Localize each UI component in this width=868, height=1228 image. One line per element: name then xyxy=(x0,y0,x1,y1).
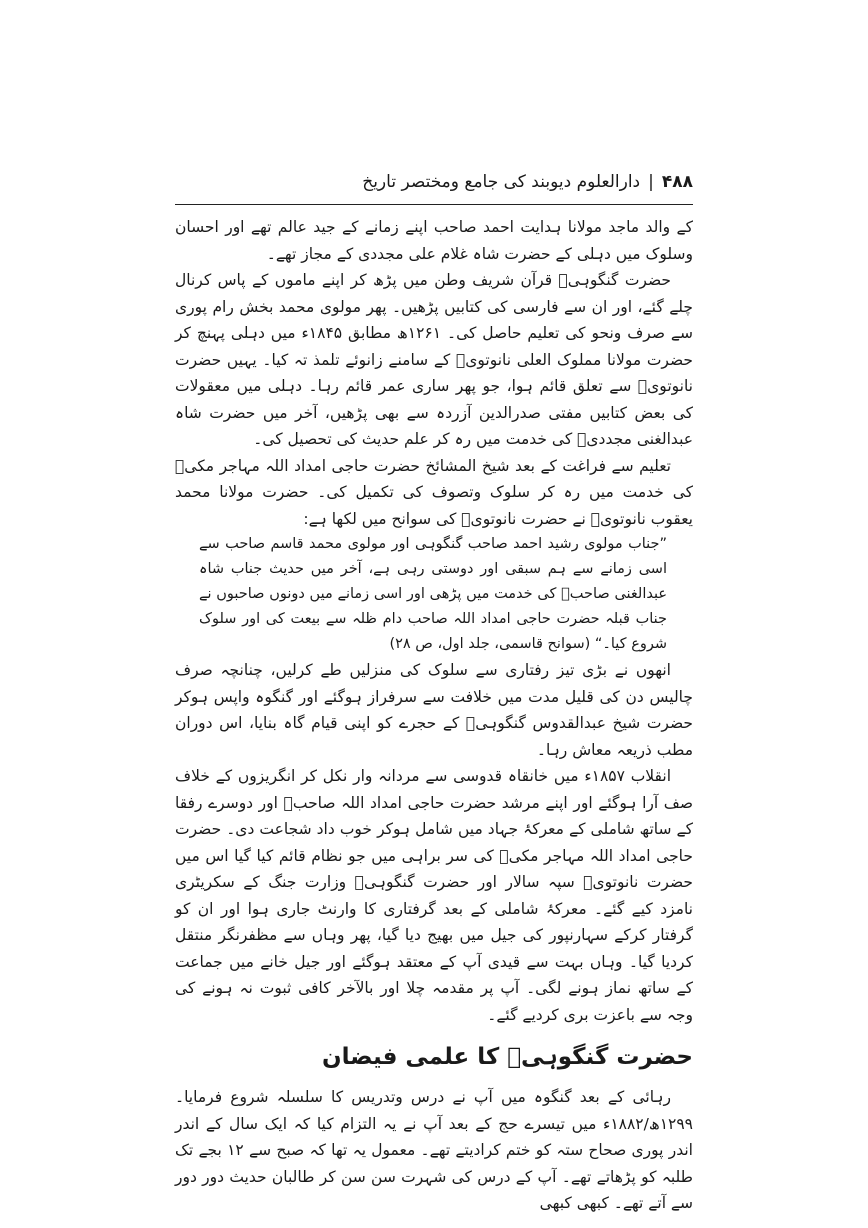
paragraph: انقلاب ۱۸۵۷ء میں خانقاہ قدوسی سے مردانہ وار نکل کر انگریزوں کے خلاف صف آرا ہوگئے اور اپنے مرشد حضرت حاجی امداد اللہ صاحبؒ اور دوسرے رفقا کے ساتھ شاملی کے معرکۂ جہاد میں شامل ہوکر خوب داد شجاعت دی۔ حضرت حاجی امداد اللہ مہاجر مکیؒ کی سر براہی میں جو نظام قائم کیا گیا اس میں حضرت نانوتویؒ سپہ سالار اور حضرت گنگوہیؒ وزارت جنگ کے سکریٹری نامزد کیے گئے۔ معرکۂ شاملی کے بعد گرفتاری کا وارنٹ جاری ہوا اور ان کو گرفتار کرکے سہارنپور کی جیل میں بھیج دیا گیا، پھر وہاں سے مظفرنگر منتقل کردیا گیا۔ وہاں بہت سے قیدی آپ کے معتقد ہوگئے اور جیل خانے میں جماعت کے ساتھ نماز ہونے لگی۔ آپ پر مقدمہ چلا اور بالآخر کافی ثبوت نہ ہونے کی وجہ سے باعزت بری کردیے گئے۔ xyxy=(175,767,693,1024)
paragraph: حضرت گنگوہیؒ قرآن شریف وطن میں پڑھ کر اپنے ماموں کے پاس کرنال چلے گئے، اور ان سے فارسی کی کتابیں پڑھیں۔ پھر مولوی محمد بخش رام پوری سے صرف ونحو کی تعلیم حاصل کی۔ ۱۲۶۱ھ مطابق ۱۸۴۵ء میں دہلی پہنچ کر حضرت مولانا مملوک العلی نانوتویؒ کے سامنے زانوئے تلمذ تہ کیا۔ یہیں حضرت نانوتویؒ سے تعلق قائم ہوا، جو پھر ساری عمر قائم رہا۔ دہلی میں معقولات کی بعض کتابیں مفتی صدرالدین آزردہ سے بھی پڑھیں، آخر میں حضرت شاہ عبدالغنی مجددیؒ کی خدمت میں رہ کر علم حدیث کی تحصیل کی۔ xyxy=(175,271,693,448)
paragraph: رہائی کے بعد گنگوہ میں آپ نے درس وتدریس کا سلسلہ شروع فرمایا۔ ۱۲۹۹ھ/۱۸۸۲ء میں تیسرے حج کے بعد آپ نے یہ التزام کیا کہ ایک سال کے اندر اندر پوری صحاح ستہ کو ختم کرادیتے تھے۔ معمول یہ تھا کہ صبح سے ۱۲ بجے تک طلبہ کو پڑھاتے تھے۔ آپ کے درس کی شہرت سن سن کر طالبان حدیث دور دور سے آتے تھے۔ کبھی کبھی xyxy=(175,1088,693,1212)
header-rule xyxy=(175,204,693,205)
header-separator: | xyxy=(648,172,654,192)
running-header xyxy=(175,162,693,202)
page-number: ۴۸۸ xyxy=(661,172,693,192)
page-body xyxy=(175,214,693,1217)
block-quote: ”جناب مولوی رشید احمد صاحب گنگوہی اور مولوی محمد قاسم صاحب سے اسی زمانے سے ہم سبقی اور دوستی رہی ہے، آخر میں حدیث جناب شاہ عبدالغنی صاحبؒ کی خدمت میں پڑھی اور اسی زمانے میں دونوں صاحبوں نے جناب قبلہ حضرت حاجی امداد اللہ صاحب دام ظلہ سے بیعت کی اور سلوک شروع کیا۔“ (سوانح قاسمی، جلد اول، ص ۲۸) xyxy=(199,536,667,652)
section-heading: حضرت گنگوہیؒ کا علمی فیضان xyxy=(322,1044,693,1070)
book-title: دارالعلوم دیوبند کی جامع ومختصر تاریخ xyxy=(362,172,641,192)
paragraph: کے والد ماجد مولانا ہدایت احمد صاحب اپنے زمانے کے جید عالم تھے اور احسان وسلوک میں دہلی کے حضرت شاہ غلام علی مجددی کے مجاز تھے۔ xyxy=(175,218,693,263)
paragraph: تعلیم سے فراغت کے بعد شیخ المشائخ حضرت حاجی امداد اللہ مہاجر مکیؒ کی خدمت میں رہ کر سلوک وتصوف کی تکمیل کی۔ حضرت مولانا محمد یعقوب نانوتویؒ نے حضرت نانوتویؒ کی سوانح میں لکھا ہے: xyxy=(175,456,693,528)
paragraph: انھوں نے بڑی تیز رفتاری سے سلوک کی منزلیں طے کرلیں، چنانچہ صرف چالیس دن کی قلیل مدت میں خلافت سے سرفراز ہوگئے اور گنگوہ واپس ہوکر حضرت شیخ عبدالقدوس گنگوہیؒ کے حجرے کو اپنی قیام گاہ بنایا، اس دوران مطب ذریعہ معاش رہا۔ xyxy=(175,661,693,759)
